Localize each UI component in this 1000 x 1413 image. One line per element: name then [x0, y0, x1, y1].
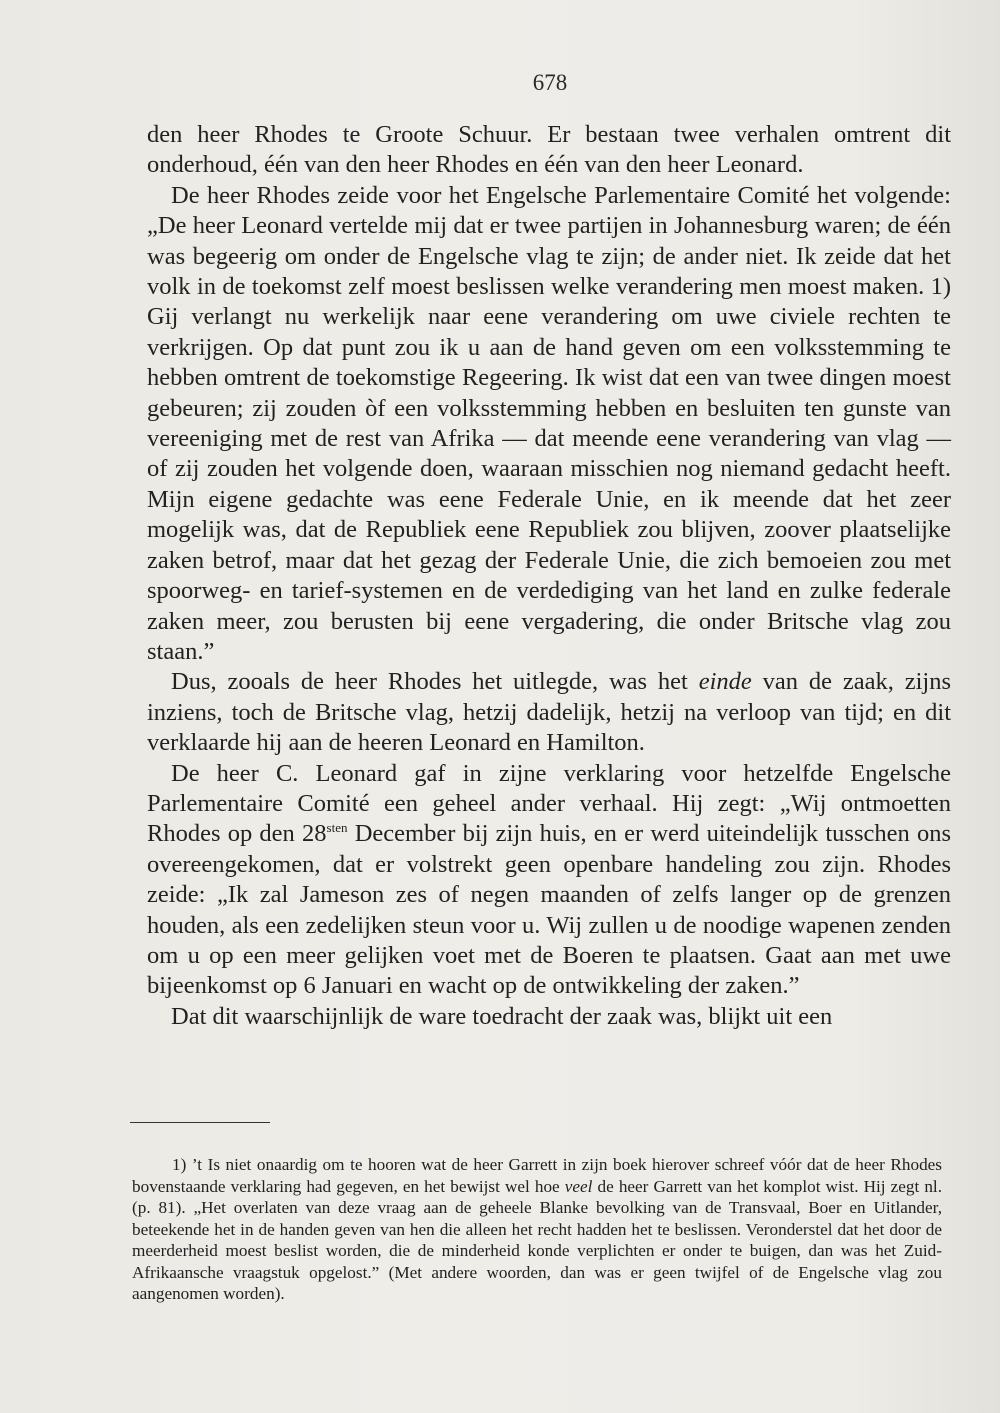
paragraph-3: [147, 667, 951, 758]
paragraph-1: den heer Rhodes te Groote Schuur. Er bestaan twee verhalen omtrent dit onderhoud, één van den heer Rhodes en één van den heer Leonard.: [147, 121, 951, 179]
footnotes: [132, 1154, 942, 1305]
body-text: [147, 120, 951, 1032]
footnote-1-before: 1) ’t Is niet onaardig om te hooren wat de heer Garrett in zijn boek hierover schreef vóór dat de heer Rhodes bovenstaande verklaring had gegeven, en het bewijst wel hoe: [132, 1155, 942, 1196]
paragraph-3-before: Dus, zooals de heer Rhodes het uitlegde, was het: [171, 668, 699, 696]
footnote-1-emphasis: veel: [564, 1176, 593, 1196]
paragraph-3-emphasis: einde: [698, 668, 752, 696]
paragraph-4-superscript: sten: [326, 820, 348, 836]
footnote-1: [132, 1154, 942, 1305]
page-number: 678: [532, 70, 568, 95]
paragraph-4: [147, 759, 951, 1002]
paragraph-4-before: De heer C. Leonard gaf in zijne verklaring voor hetzelfde Engelsche Parlementaire Comité een geheel ander verhaal. Hij zegt: „Wij ontmoetten Rhodes op den 28: [147, 759, 951, 848]
paragraph-4-after: December bij zijn huis, en er werd uiteindelijk tusschen ons overeengekomen, dat er volstrekt geen openbare handeling zou zijn. Rhodes zeide: „Ik zal Jameson zes of negen maanden of zelfs langer op de grenzen houden, als een zedelijken steun voor u. Wij zullen u de noodige wapenen zenden om u op een meer gelijken voet met de Boeren te plaatsen. Gaat aan met uwe bijeenkomst op 6 Januari en wacht op de ontwikkeling der zaken.”: [147, 820, 952, 1000]
footnote-1-after: de heer Garrett van het komplot wist. Hij zegt nl. (p. 81). „Het overlaten van deze vraag aan de geheele Blanke bevolking van de Transvaal, Boer en Uitlander, beteekende het in de handen geven van hen die alleen het recht hadden het te beslissen. Veronderstel dat het door de meerderheid moest beslist worden, die de minderheid konde verplichten er onder te buigen, dan was het Zuid-Afrikaansche vraagstuk opgelost.” (Met andere woorden, dan was er geen twijfel of de Engelsche vlag zou aangenomen worden).: [132, 1176, 943, 1303]
footnote-divider: [130, 1122, 270, 1123]
paragraph-5: Dat dit waarschijnlijk de ware toedracht der zaak was, blijkt uit een: [171, 1002, 833, 1030]
paragraph-3-after: van de zaak, zijns inziens, toch de Britsche vlag, hetzij dadelijk, hetzij na verloop van tijd; en dit verklaarde hij aan de heeren Leonard en Hamilton.: [147, 668, 951, 757]
paragraph-2: De heer Rhodes zeide voor het Engelsche Parlementaire Comité het volgende: „De heer Leonard vertelde mij dat er twee partijen in Johannesburg waren; de één was begeerig om onder de Engelsche vlag te zijn; de ander niet. Ik zeide dat het volk in de toekomst zelf moest beslissen welke verandering men moest maken. 1) Gij verlangt nu werkelijk naar eene verandering om uwe civiele rechten te verkrijgen. Op dat punt zou ik u aan de hand geven om een volksstemming te hebben omtrent de toekomstige Regeering. Ik wist dat een van twee dingen moest gebeuren; zij zouden òf een volksstemming hebben en besluiten ten gunste van vereeniging met de rest van Afrika — dat meende eene verandering van vlag — of zij zouden het volgende doen, waaraan misschien nog niemand gedacht heeft. Mijn eigene gedachte was eene Federale Unie, en ik meende dat het zeer mogelijk was, dat de Republiek eene Republiek zou blijven, zoover plaatselijke zaken betrof, maar dat het gezag der Federale Unie, die zich bemoeien zou met spoorweg- en tarief-systemen en de verdediging van het land en zulke federale zaken meer, zou berusten bij eene vergadering, die onder Britsche vlag zou staan.”: [147, 181, 951, 665]
